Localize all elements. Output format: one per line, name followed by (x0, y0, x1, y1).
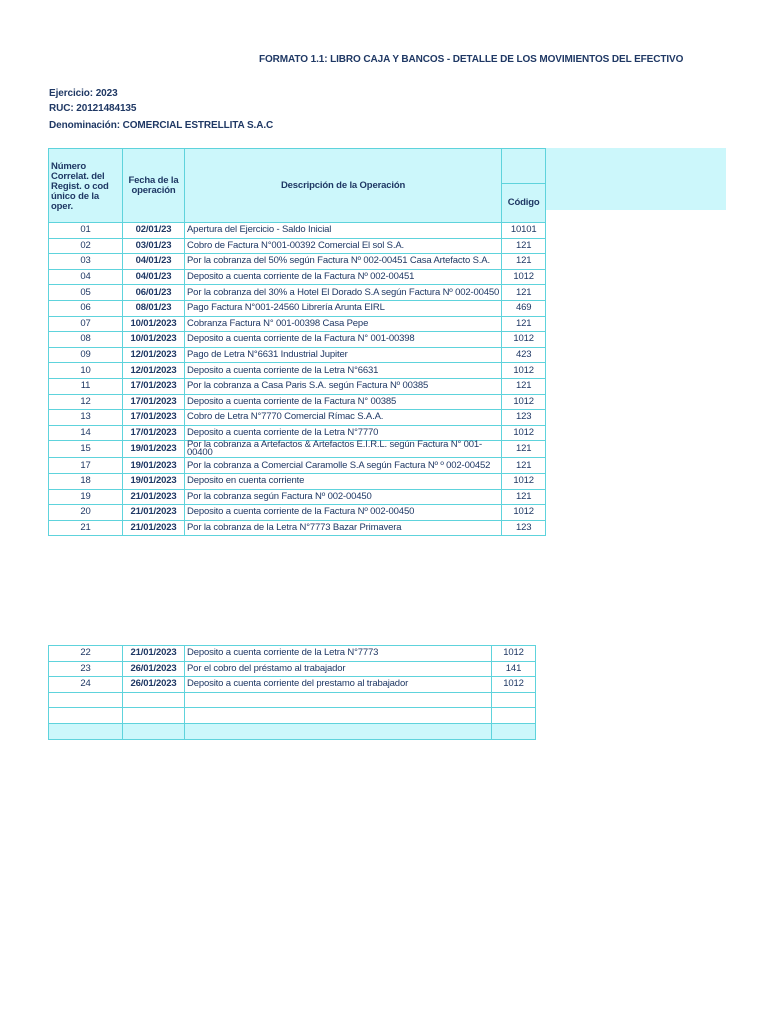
table-row (49, 473, 546, 489)
row-account-code: 1012 (502, 394, 546, 410)
denominacion-label: Denominación: COMERCIAL ESTRELLITA S.A.C (49, 120, 274, 131)
row-number: 09 (49, 347, 123, 363)
row-number: 17 (49, 458, 123, 474)
row-account-code: 1012 (502, 363, 546, 379)
row-number: 15 (49, 441, 123, 458)
row-date: 26/01/2023 (123, 661, 185, 677)
table-row (49, 285, 546, 301)
row-number: 19 (49, 489, 123, 505)
row-account-code: 1012 (492, 677, 536, 693)
table-row (49, 254, 546, 270)
table-row (49, 708, 536, 724)
row-date: 12/01/2023 (123, 347, 185, 363)
row-description (185, 723, 492, 739)
table-row (49, 316, 546, 332)
row-description: Pago de Letra N°6631 Industrial Jupiter (185, 347, 502, 363)
row-description: Pago Factura N°001-24560 Librería Arunta EIRL (185, 300, 502, 316)
header-codigo: Código (502, 183, 546, 222)
row-number: 14 (49, 425, 123, 441)
table-row (49, 489, 546, 505)
row-date: 17/01/2023 (123, 394, 185, 410)
table-row (49, 300, 546, 316)
row-date (123, 708, 185, 724)
row-number: 21 (49, 520, 123, 536)
row-account-code: 121 (502, 316, 546, 332)
row-account-code: 1012 (502, 269, 546, 285)
row-date (123, 723, 185, 739)
table-row (49, 269, 546, 285)
table-row (49, 347, 546, 363)
row-description: Deposito a cuenta corriente de la Letra N°7773 (185, 646, 492, 662)
row-account-code: 10101 (502, 223, 546, 239)
row-number (49, 708, 123, 724)
row-number: 08 (49, 332, 123, 348)
row-account-code: 1012 (492, 646, 536, 662)
row-number: 01 (49, 223, 123, 239)
table-row (49, 677, 536, 693)
table-row (49, 505, 546, 521)
row-number: 11 (49, 378, 123, 394)
row-date: 19/01/2023 (123, 441, 185, 458)
row-account-code: 469 (502, 300, 546, 316)
row-date: 21/01/2023 (123, 646, 185, 662)
row-description: Por la cobranza según Factura Nº 002-00450 (185, 489, 502, 505)
row-description: Por la cobranza del 50% según Factura Nº 002-00451 Casa Artefacto S.A. (185, 254, 502, 270)
row-description: Por la cobranza a Artefactos & Artefactos E.I.R.L. según Factura N° 001-00400 (185, 441, 502, 458)
row-date: 19/01/2023 (123, 473, 185, 489)
row-account-code: 121 (502, 489, 546, 505)
ruc-label: RUC: 20121484135 (49, 103, 137, 114)
row-description: Apertura del Ejercicio - Saldo Inicial (185, 223, 502, 239)
table-row (49, 723, 536, 739)
header-fecha: Fecha de la operación (123, 149, 185, 223)
table-row (49, 238, 546, 254)
row-date: 26/01/2023 (123, 677, 185, 693)
row-account-code: 1012 (502, 332, 546, 348)
row-number: 22 (49, 646, 123, 662)
row-description: Cobranza Factura N° 001-00398 Casa Pepe (185, 316, 502, 332)
row-account-code: 121 (502, 441, 546, 458)
row-description: Por la cobranza del 30% a Hotel El Dorado S.A según Factura Nº 002-00450 (185, 285, 502, 301)
header-descripcion: Descripción de la Operación (185, 149, 502, 223)
page-title: FORMATO 1.1: LIBRO CAJA Y BANCOS - DETALLE DE LOS MOVIMIENTOS DEL EFECTIVO (259, 54, 684, 65)
row-account-code: 123 (502, 520, 546, 536)
row-description: Deposito a cuenta corriente de la Factura N° 00385 (185, 394, 502, 410)
row-account-code: 1012 (502, 505, 546, 521)
row-date (123, 692, 185, 708)
row-description: Deposito a cuenta corriente de la Letra N°6631 (185, 363, 502, 379)
row-number: 05 (49, 285, 123, 301)
row-description: Cobro de Letra N°7770 Comercial Rímac S.A.A. (185, 410, 502, 426)
row-description: Deposito a cuenta corriente de la Factura Nº 002-00451 (185, 269, 502, 285)
header-numero: Número Correlat. del Regist. o cod único de la oper. (49, 149, 123, 223)
row-account-code: 423 (502, 347, 546, 363)
row-account-code: 1012 (502, 473, 546, 489)
ledger-table (48, 148, 546, 536)
ledger-body-bottom (49, 646, 536, 740)
row-date: 17/01/2023 (123, 425, 185, 441)
row-date: 19/01/2023 (123, 458, 185, 474)
row-description: Por la cobranza de la Letra N°7773 Bazar Primavera (185, 520, 502, 536)
row-date: 17/01/2023 (123, 378, 185, 394)
row-date: 04/01/23 (123, 269, 185, 285)
row-number: 18 (49, 473, 123, 489)
row-account-code: 123 (502, 410, 546, 426)
row-date: 10/01/2023 (123, 332, 185, 348)
table-row (49, 223, 546, 239)
row-account-code: 1012 (502, 425, 546, 441)
table-row (49, 363, 546, 379)
table-row (49, 661, 536, 677)
row-account-code: 121 (502, 238, 546, 254)
ledger-table-continued (48, 645, 536, 740)
table-row (49, 520, 546, 536)
table-row (49, 646, 536, 662)
table-row (49, 441, 546, 458)
row-date: 10/01/2023 (123, 316, 185, 332)
row-description: Por la cobranza a Casa Paris S.A. según Factura Nº 00385 (185, 378, 502, 394)
row-account-code (492, 723, 536, 739)
row-number: 10 (49, 363, 123, 379)
row-number: 20 (49, 505, 123, 521)
table-row (49, 378, 546, 394)
row-date: 06/01/23 (123, 285, 185, 301)
row-date: 03/01/23 (123, 238, 185, 254)
row-date: 21/01/2023 (123, 489, 185, 505)
row-number: 23 (49, 661, 123, 677)
ledger-body-top (49, 223, 546, 536)
row-number: 03 (49, 254, 123, 270)
row-description: Por el cobro del préstamo al trabajador (185, 661, 492, 677)
row-description (185, 708, 492, 724)
table-row (49, 692, 536, 708)
row-account-code: 121 (502, 285, 546, 301)
table-row (49, 332, 546, 348)
row-description: Deposito en cuenta corriente (185, 473, 502, 489)
table-row (49, 394, 546, 410)
row-date: 17/01/2023 (123, 410, 185, 426)
row-date: 12/01/2023 (123, 363, 185, 379)
row-description (185, 692, 492, 708)
row-number: 06 (49, 300, 123, 316)
row-account-code: 121 (502, 254, 546, 270)
ejercicio-label: Ejercicio: 2023 (49, 88, 118, 99)
row-account-code: 141 (492, 661, 536, 677)
row-number: 12 (49, 394, 123, 410)
row-description: Cobro de Factura N°001-00392 Comercial El sol S.A. (185, 238, 502, 254)
row-date: 04/01/23 (123, 254, 185, 270)
row-date: 21/01/2023 (123, 520, 185, 536)
row-number (49, 692, 123, 708)
row-description: Deposito a cuenta corriente de la Factura N° 001-00398 (185, 332, 502, 348)
table-row (49, 458, 546, 474)
table-row (49, 410, 546, 426)
row-description: Por la cobranza a Comercial Caramolle S.A según Factura Nº º 002-00452 (185, 458, 502, 474)
row-number: 24 (49, 677, 123, 693)
row-date: 21/01/2023 (123, 505, 185, 521)
row-account-code (492, 692, 536, 708)
header-cuenta-blank (502, 149, 546, 184)
row-date: 08/01/23 (123, 300, 185, 316)
row-description: Deposito a cuenta corriente de la Letra N°7770 (185, 425, 502, 441)
row-number: 07 (49, 316, 123, 332)
row-date: 02/01/23 (123, 223, 185, 239)
row-number: 13 (49, 410, 123, 426)
header-fill-band (536, 148, 726, 210)
row-number: 02 (49, 238, 123, 254)
row-description: Deposito a cuenta corriente de la Factura Nº 002-00450 (185, 505, 502, 521)
row-number (49, 723, 123, 739)
row-account-code: 121 (502, 458, 546, 474)
row-account-code (492, 708, 536, 724)
row-account-code: 121 (502, 378, 546, 394)
row-number: 04 (49, 269, 123, 285)
row-description: Deposito a cuenta corriente del prestamo al trabajador (185, 677, 492, 693)
